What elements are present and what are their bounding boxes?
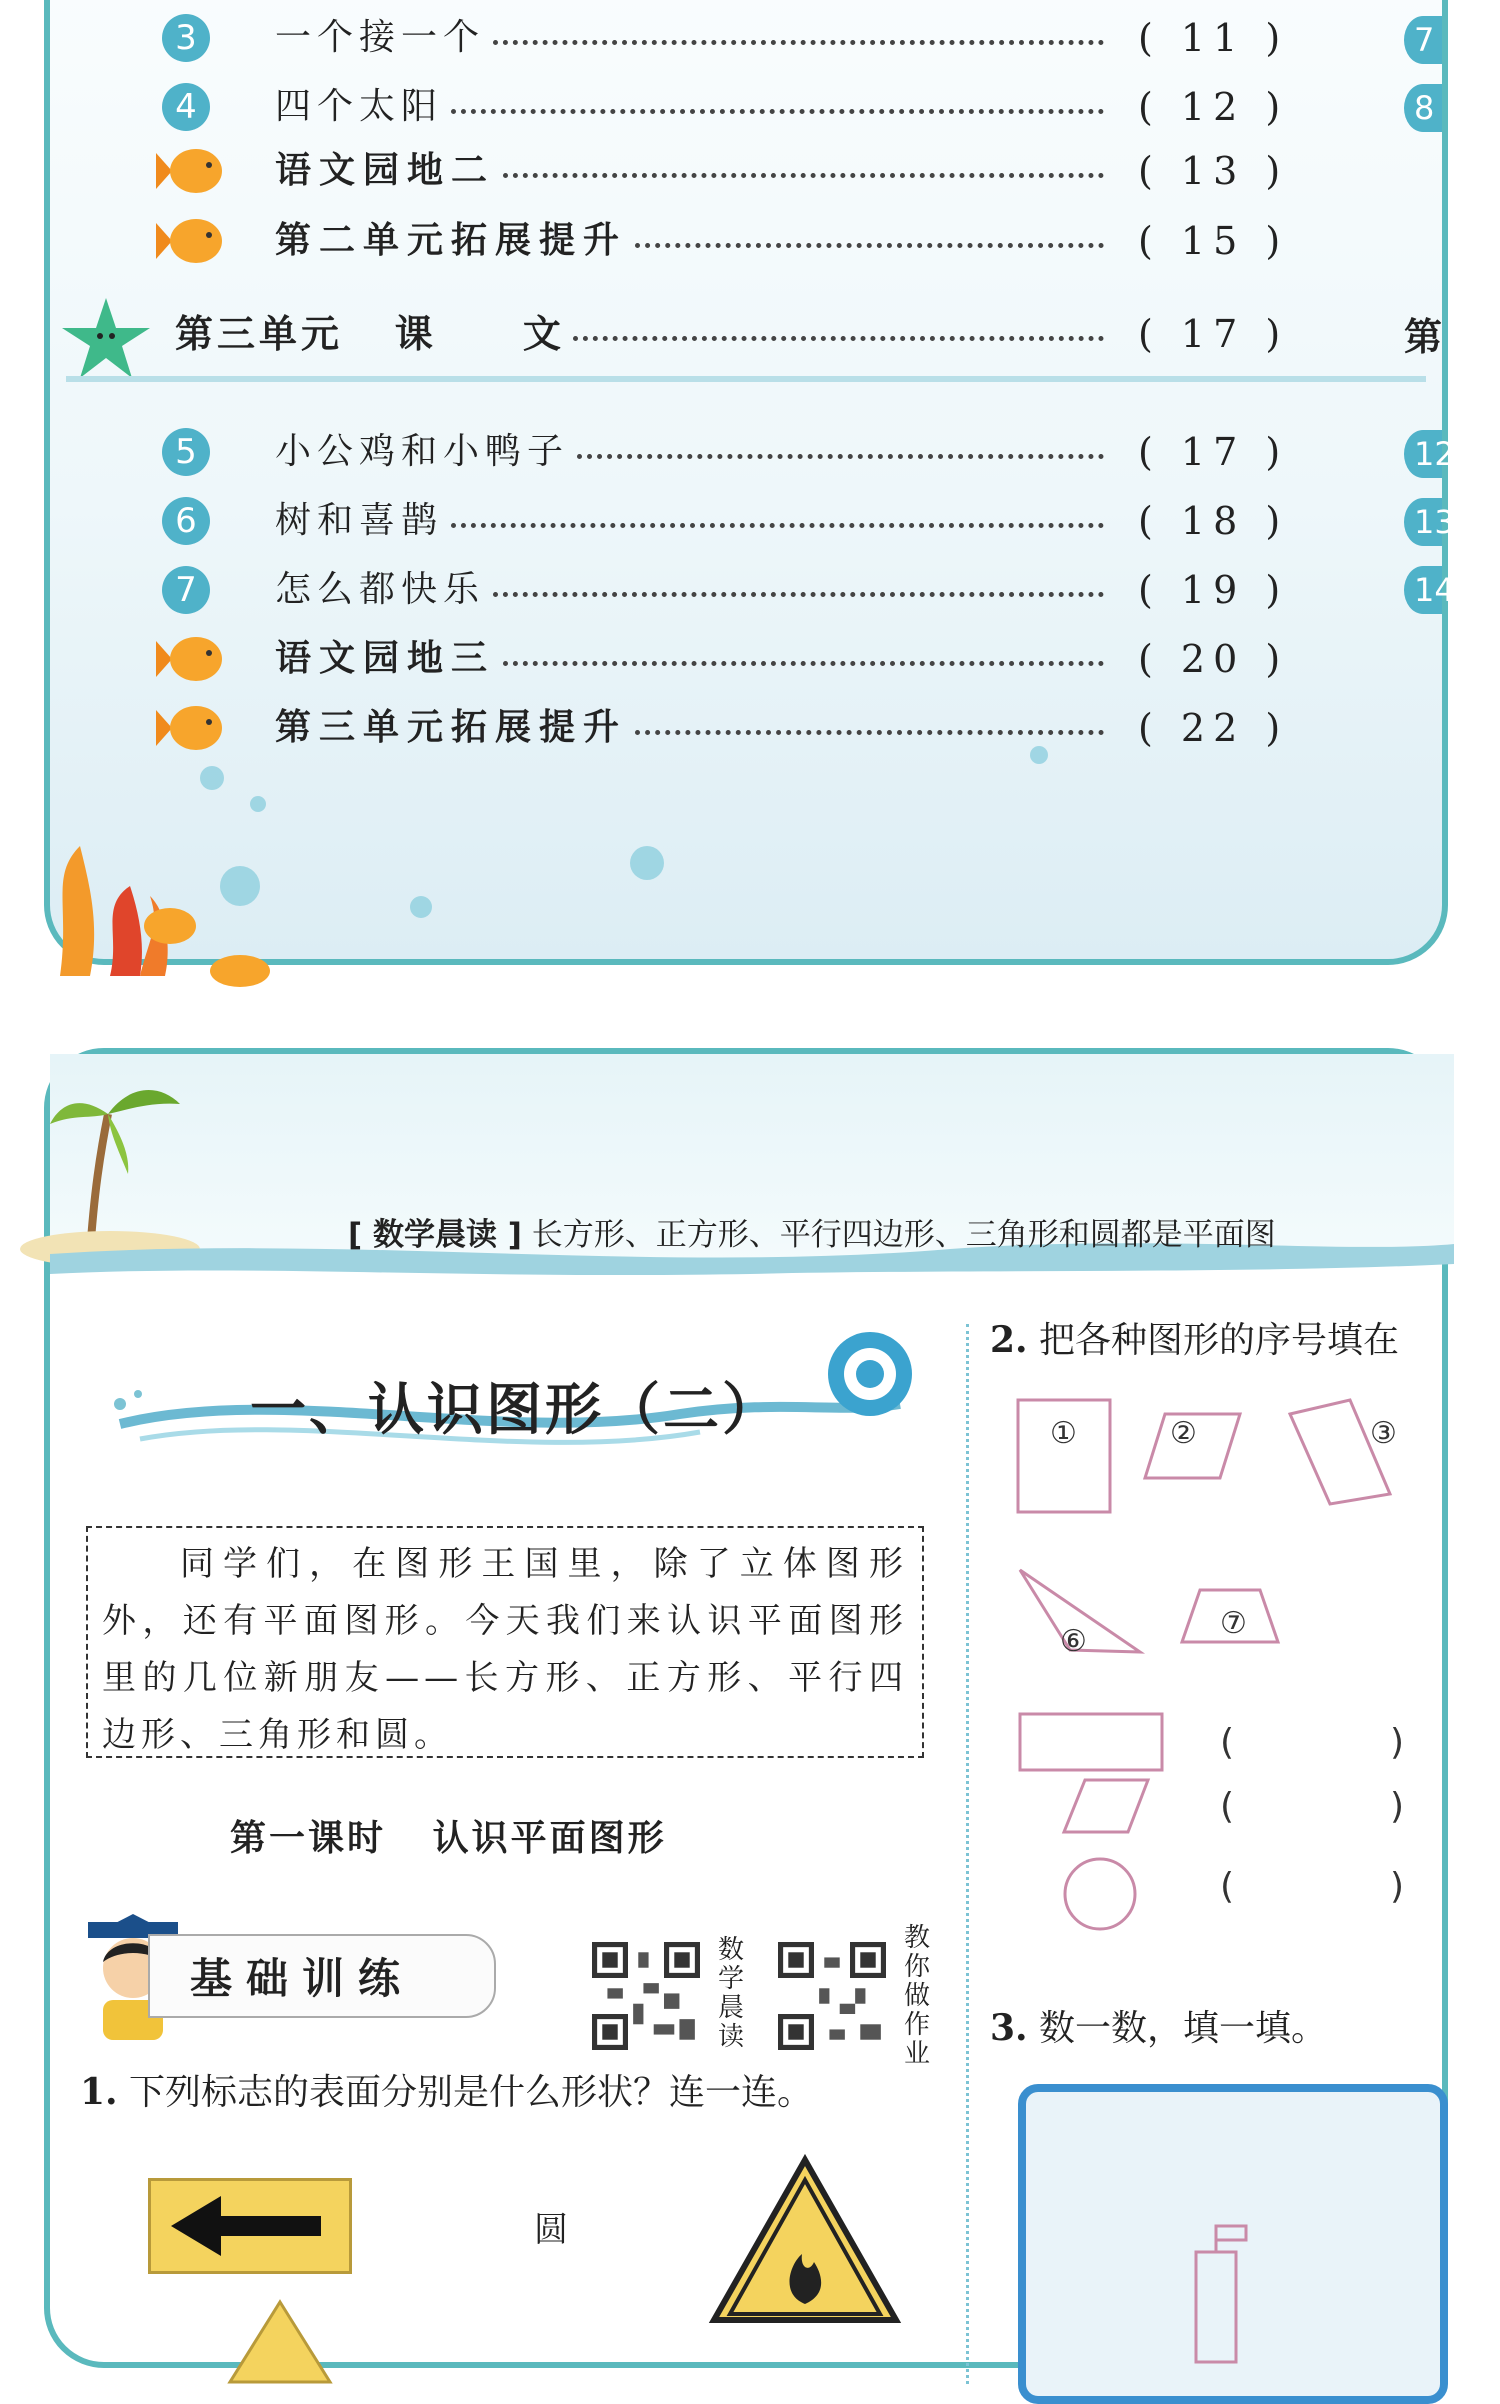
toc-title: 怎么都快乐 (275, 569, 486, 610)
lesson-number-badge: 5 (162, 428, 210, 476)
edge-number-badge: 14 (1404, 566, 1442, 614)
toc-page-number: ( 15 ) (1138, 219, 1289, 263)
toc-row[interactable] (50, 560, 1454, 620)
toc-page-number: ( 13 ) (1138, 149, 1289, 193)
qr-code-icon[interactable] (778, 1942, 886, 2050)
toc-title: 第三单元拓展提升 (275, 707, 628, 748)
toc-row[interactable] (50, 211, 1454, 271)
fish-icon (154, 143, 224, 199)
column-divider (966, 1324, 969, 2384)
fish-icon (154, 700, 224, 756)
circle-shape (1060, 1854, 1140, 1934)
tower-drawing (1176, 2222, 1266, 2372)
question-1 (80, 2064, 813, 2115)
toc-title: 语文园地三 (275, 638, 496, 679)
toc-title: 树和喜鹊 (275, 500, 444, 541)
answer-paren-close[interactable]: ) (1390, 1786, 1405, 1827)
shape-label: ③ (1370, 1416, 1397, 1451)
shape-label: ② (1170, 1416, 1197, 1451)
qr-code-icon[interactable] (592, 1942, 700, 2050)
lesson-number-badge: 4 (162, 83, 210, 131)
bubble-decoration (410, 896, 432, 918)
toc-title: 一个接一个 (275, 17, 486, 58)
toc-row[interactable] (50, 422, 1454, 482)
answer-paren-close[interactable]: ) (1390, 1866, 1405, 1907)
sign-partial-icon (220, 2292, 340, 2382)
toc-page-number: ( 18 ) (1138, 499, 1289, 543)
edge-number-badge: 7 (1404, 16, 1442, 64)
period-title: 第一课时 认识平面图形 (230, 1818, 667, 1859)
parallelogram-shape (1060, 1776, 1150, 1836)
toc-page-number: ( 12 ) (1138, 85, 1289, 129)
unit-title: 第三单元 课 文 (175, 312, 565, 356)
edge-unit-char: 第 (1403, 315, 1442, 359)
qr-label: 数学晨读 (717, 1935, 744, 2052)
question-text: 把各种图形的序号填在 (1039, 1320, 1400, 1361)
starfish-icon (60, 296, 152, 380)
question-text: 下列标志的表面分别是什么形状？连一连。 (129, 2072, 814, 2113)
toc-title: 第二单元拓展提升 (275, 220, 628, 261)
dot-leader (573, 336, 1104, 341)
answer-paren-open[interactable]: ( (1220, 1722, 1235, 1763)
toc-row[interactable] (50, 491, 1454, 551)
edge-number-badge: 8 (1404, 84, 1442, 132)
intro-box (86, 1526, 924, 1758)
toc-page-number: ( 20 ) (1138, 637, 1289, 681)
edge-number-badge: 13 (1404, 498, 1442, 546)
question-number: 2. (990, 1319, 1028, 1361)
toc-row[interactable] (50, 698, 1454, 758)
dot-leader (577, 454, 1104, 459)
toc-page-number: ( 17 ) (1138, 312, 1289, 356)
intro-text: 同学们，在图形王国里，除了立体图形外，还有平面图形。今天我们来认识平面图形里的几位新朋友——长方形、正方形、平行四边形、三角形和圆。 (102, 1544, 908, 1755)
toc-row[interactable] (50, 8, 1454, 68)
lesson-title: 一、认识图形（二） (250, 1378, 781, 1443)
question-number: 1. (80, 2071, 118, 2113)
qr-label: 教你做作业 (903, 1923, 930, 2069)
shape-label: ⑥ (1060, 1624, 1087, 1659)
basic-training-tag (148, 1934, 496, 2018)
dot-leader (493, 40, 1104, 45)
fish-icon (154, 213, 224, 269)
coral-decoration (50, 786, 270, 976)
lesson-number-badge: 3 (162, 14, 210, 62)
question-2 (990, 1312, 1399, 1363)
lesson-number-badge: 7 (162, 566, 210, 614)
toc-row[interactable] (50, 629, 1454, 689)
bubble-decoration (630, 846, 664, 880)
counting-picture-box (1018, 2084, 1448, 2404)
toc-row[interactable] (50, 141, 1454, 201)
dot-leader (503, 173, 1104, 178)
toc-page-number: ( 17 ) (1138, 430, 1289, 474)
unit-divider (66, 376, 1426, 382)
toc-title: 四个太阳 (275, 86, 444, 127)
fire-warning-sign-icon[interactable] (710, 2154, 900, 2324)
shape-word[interactable]: 圆 (534, 2210, 568, 2250)
dot-leader (635, 243, 1104, 248)
toc-card (44, 0, 1455, 965)
morning-reading-line (348, 1209, 1276, 1254)
shape-label: ① (1050, 1416, 1077, 1451)
question-3 (990, 2000, 1327, 2051)
math-page-card (44, 1048, 1448, 2368)
toc-title: 小公鸡和小鸭子 (275, 431, 570, 472)
arrow-sign[interactable] (148, 2178, 352, 2274)
toc-page-number: ( 11 ) (1138, 16, 1289, 60)
edge-number-badge: 12 (1404, 430, 1442, 478)
dot-leader (503, 661, 1104, 666)
toc-title: 语文园地二 (275, 150, 496, 191)
answer-paren-open[interactable]: ( (1220, 1866, 1235, 1907)
dot-leader (451, 109, 1104, 114)
fish-icon (154, 631, 224, 687)
answer-paren-open[interactable]: ( (1220, 1786, 1235, 1827)
left-arrow-icon (151, 2181, 349, 2271)
dot-leader (451, 523, 1104, 528)
shape-label: ⑦ (1220, 1606, 1247, 1641)
answer-paren-close[interactable]: ) (1390, 1722, 1405, 1763)
toc-page-number: ( 19 ) (1138, 568, 1289, 612)
question-number: 3. (990, 2007, 1028, 2049)
toc-page-number: ( 22 ) (1138, 706, 1289, 750)
morning-reading-tag: [ 数学晨读 ] (348, 1217, 522, 1253)
lesson-number-badge: 6 (162, 497, 210, 545)
basic-training-label: 基础训练 (190, 1954, 415, 2003)
toc-row[interactable] (50, 77, 1454, 137)
unit-heading-row[interactable] (50, 296, 1454, 372)
dot-leader (493, 592, 1104, 597)
dot-leader (635, 730, 1104, 735)
morning-reading-text: 长方形、正方形、平行四边形、三角形和圆都是平面图 (531, 1217, 1276, 1253)
question-text: 数一数，填一填。 (1039, 2008, 1328, 2049)
